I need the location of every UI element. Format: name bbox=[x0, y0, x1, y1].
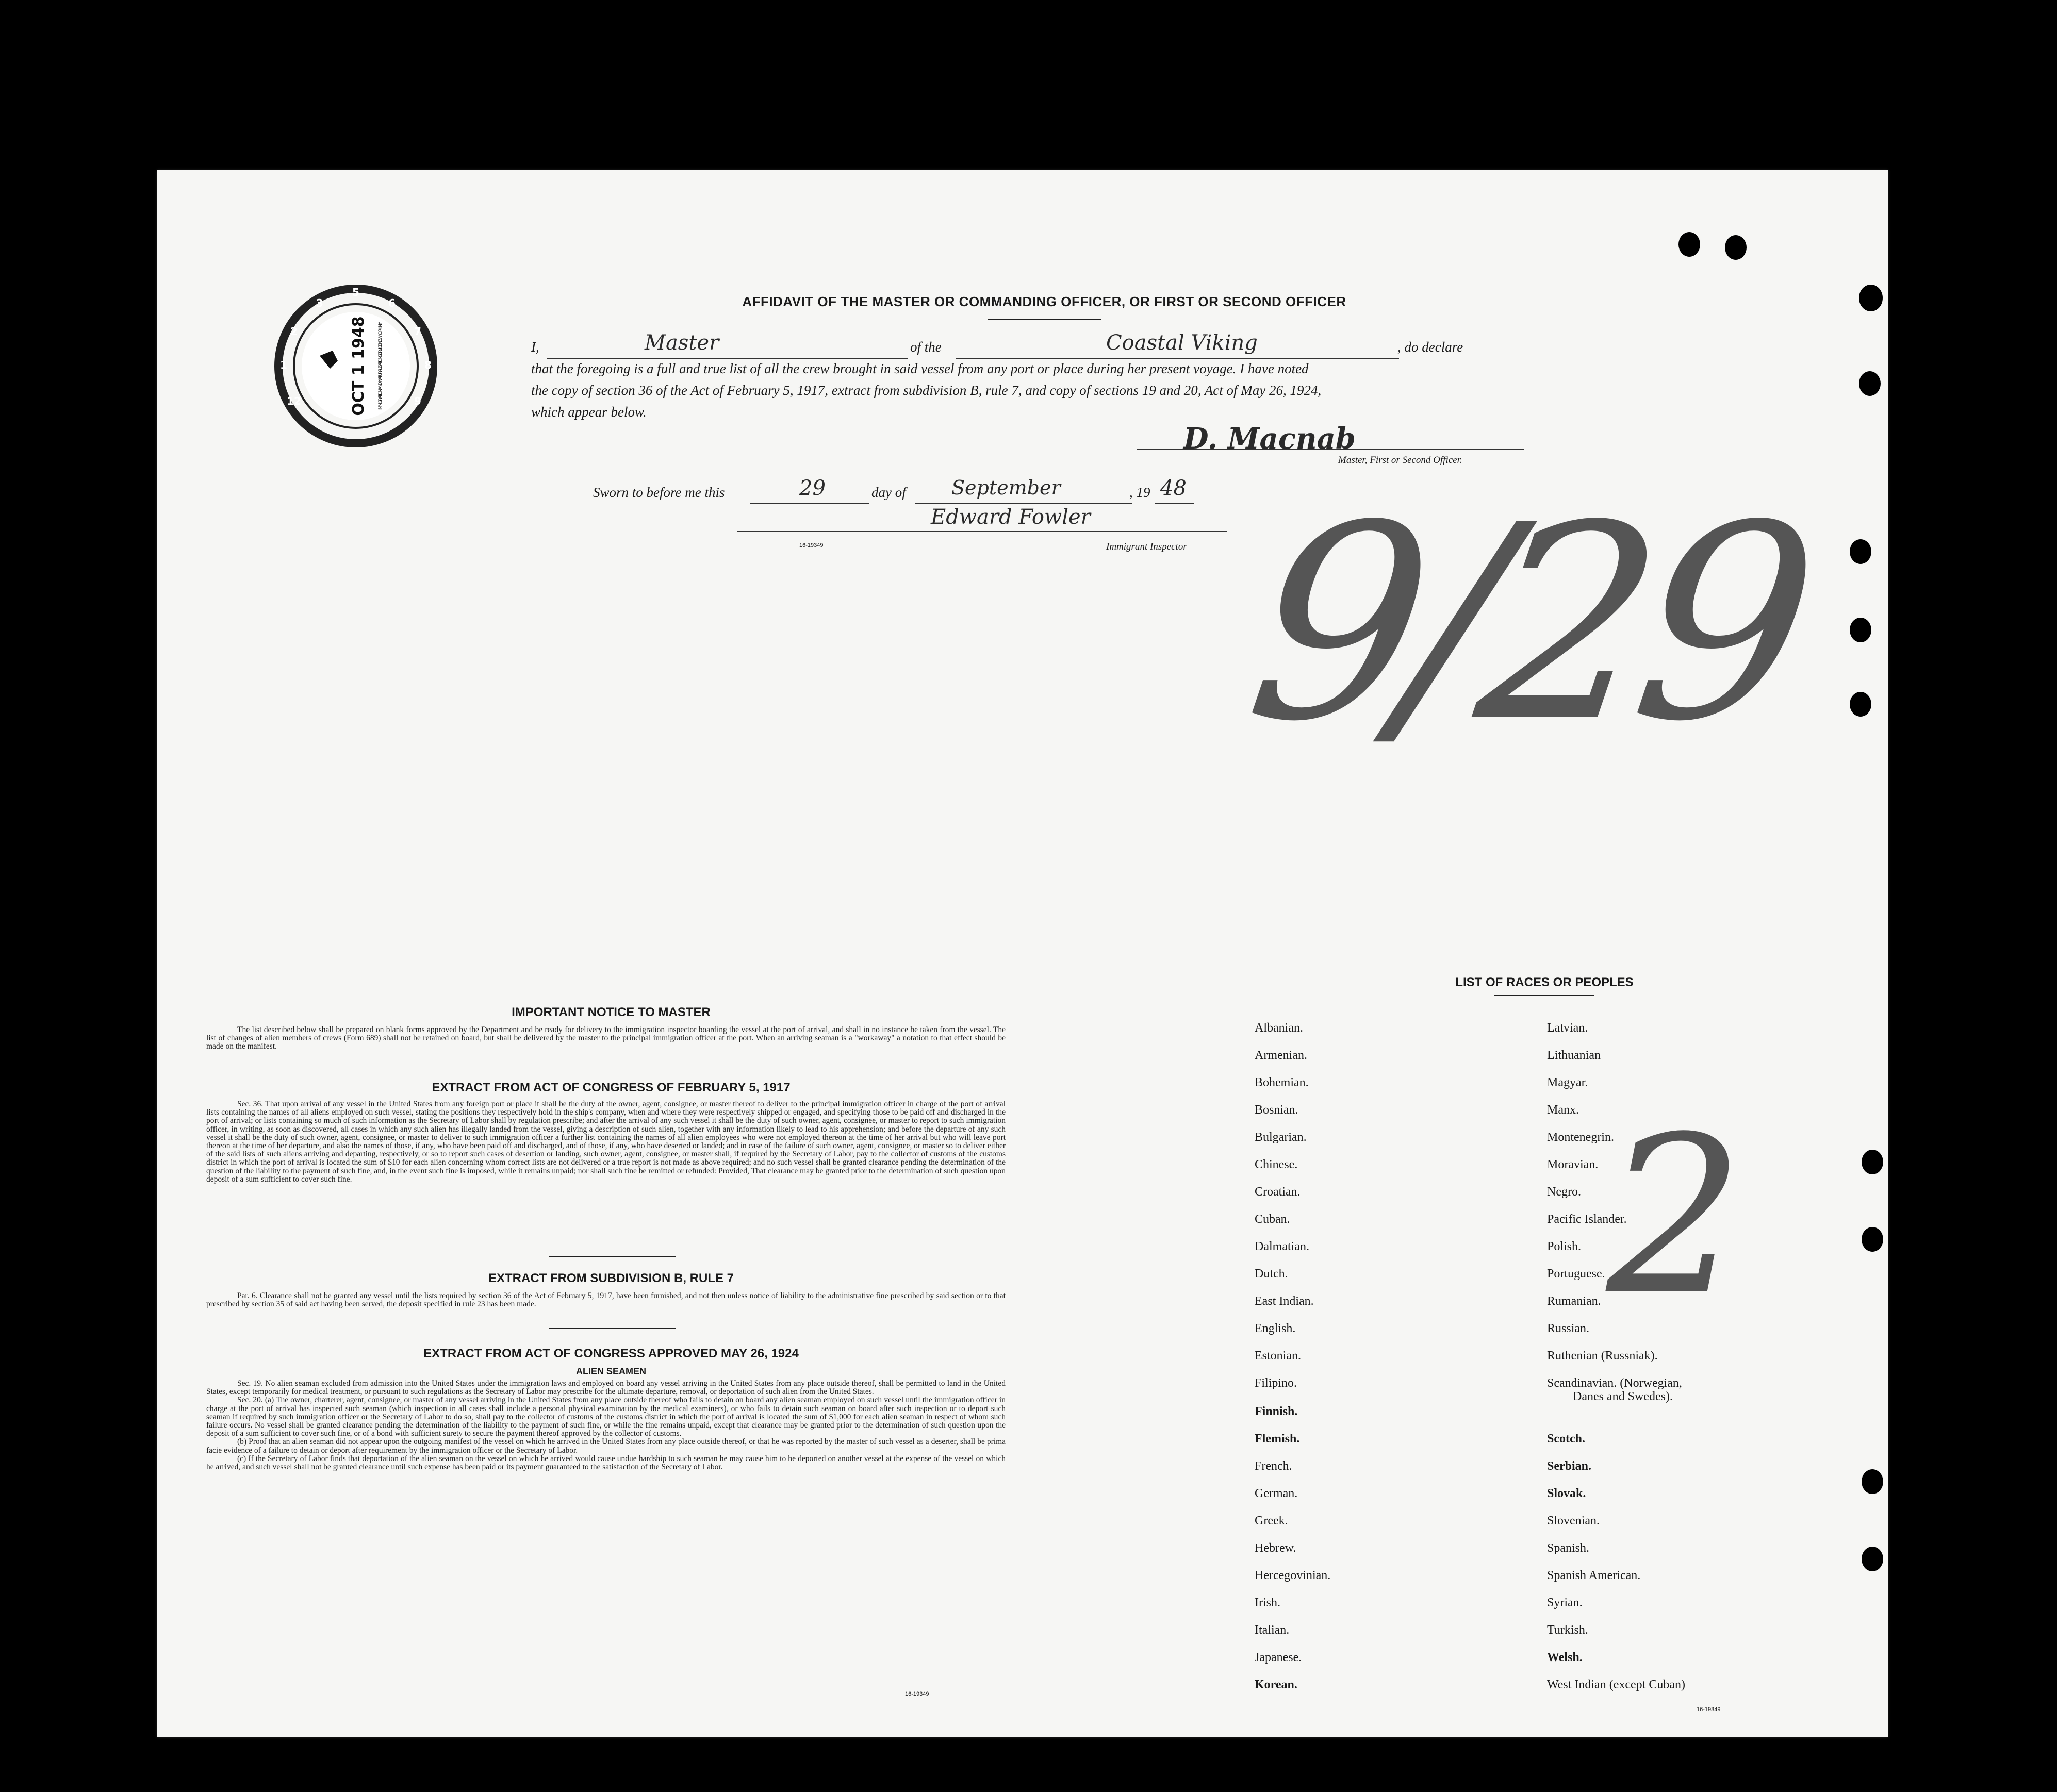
year-prefix-label: , 19 bbox=[1129, 485, 1150, 500]
notice-form-number: 16-19349 bbox=[905, 1691, 929, 1697]
affidavit-line-4: which appear below. bbox=[531, 404, 647, 420]
extract-1917-text: Sec. 36. That upon arrival of any vessel in the United States from any foreign port or place it shall be the duty of the owner, agent, consignee, or master thereof to deliver to the principal immigration officer in charge of the port of arrival lists containing the names of all aliens employed on such vessel, stating the positions they respectively hold in the ship's company, when and where they were respectively shipped or engaged, and specifying those to be paid off and discharged in the port of arrival; or lists containing so much of such information as the Secretary of Labor shall by regulation prescribe; and after the arrival of any such vessel it shall be the duty of such owner, agent, consignee, or master to report to such immigration officer, in writing, as soon as discovered, all cases in which any such alien has illegally landed from the vessel, giving a description of such alien, together with any information likely to lead to his apprehension; and before the departure of any such vessel it shall be the duty of such owner, agent, consignee, or master to deliver to such immigration officer a further list containing the names of all alien employees who were not employed thereon at the time of her arrival but who will leave port thereon at the time of her departure, and also the names of those, if any, who have been paid off and discharged, and of those, if any, who have deserted or landed; and in case of the failure of such owner, agent, consignee, or master so to deliver either of the said lists of such aliens arriving and departing, respectively, or so to report such cases of desertion or landing, such owner, agent, consignee, or master shall, if required by the Secretary of Labor, pay to the collector of customs of the customs district in which the port of arrival is located the sum of $10 for each alien concerning whom correct lists are not delivered or a true report is not made as above required; and no such vessel shall be granted clearance pending the determination of the question of the liability to the payment of such fine, and, in the event such fine is imposed, while it remains unpaid; nor shall such fine be remitted or refunded: Provided, That clearance may be granted prior to the determination of such question upon deposit of a sum sufficient to cover such fine. bbox=[206, 1100, 1006, 1184]
race-item: Hercegovinian. bbox=[1255, 1569, 1331, 1582]
punch-hole bbox=[1859, 285, 1883, 311]
race-item: Pacific Islander. bbox=[1547, 1213, 1627, 1226]
races-title-rule bbox=[1494, 995, 1594, 996]
race-item: Slovenian. bbox=[1547, 1514, 1600, 1528]
punch-hole bbox=[1850, 539, 1871, 564]
race-item: Rumanian. bbox=[1547, 1295, 1601, 1308]
race-item: German. bbox=[1255, 1487, 1298, 1500]
section-20a: Sec. 20. (a) The owner, charterer, agent, consignee, or master of any vessel arriving in the United States from any place outside thereof who fails to detain on board any alien seaman employed on such vessel until the immigration officer in charge at the port of arrival has inspected such seaman (which inspection in all cases shall include a personal physical examination by the medical examiners), or who fails to detain such seaman on board after such inspection or to deport such seaman if required by such immigration officer or the Secretary of Labor to do so, shall pay to the collector of customs of the customs district in which the port of arrival is located the sum of $1,000 for each alien seaman in respect of whom such failure occurs. No vessel shall be granted clearance pending the determination of the liability to the payment of such fine, or while the fine remains unpaid, except that clearance may be granted prior to the determination of such question upon the deposit of a sum sufficient to cover such fine, or of a bond with sufficient surety to secure the payment thereof approved by the collector of customs. bbox=[206, 1396, 1006, 1438]
master-name-value: Master bbox=[645, 331, 719, 355]
section-19: Sec. 19. No alien seaman excluded from admission into the United States under the immigration laws and employed on board any vessel arriving in the United States from any place outside thereof, shall be permitted to land in the United States, except temporarily for medical treatment, or pursuant to such regulations as the Secretary of Labor may prescribe for the ultimate departure, removal, or deportation of such alien from the United States. bbox=[206, 1379, 1006, 1397]
divider bbox=[549, 1256, 676, 1257]
svg-text:9: 9 bbox=[414, 395, 421, 407]
race-item: Estonian. bbox=[1255, 1349, 1301, 1363]
race-item: Negro. bbox=[1547, 1185, 1581, 1199]
race-item: English. bbox=[1255, 1322, 1296, 1335]
race-item: Welsh. bbox=[1547, 1651, 1583, 1664]
race-item: Bulgarian. bbox=[1255, 1131, 1307, 1144]
race-item: Korean. bbox=[1255, 1678, 1297, 1691]
sworn-year-value: 48 bbox=[1160, 476, 1187, 500]
received-stamp bbox=[268, 278, 443, 454]
affidavit-line-3: the copy of section 36 of the Act of February 5, 1917, extract from subdivision B, rule 7, and copy of sections 19 and 20, Act of May 26, 1924, bbox=[531, 383, 1322, 398]
extract-1917-title: EXTRACT FROM ACT OF CONGRESS OF FEBRUARY 5, 1917 bbox=[432, 1081, 791, 1094]
handwritten-date: 9/29 bbox=[1233, 468, 1818, 780]
notice-text: The list described below shall be prepared on blank forms approved by the Department and be ready for delivery to the immigration inspector boarding the vessel at the port of arrival, and shall in no instance be taken from the vessel. The list of changes of alien members of crews (Form 689) shall not be retained on board, but shall be delivered by the master to the principal immigration officer at the port. When an arriving seaman is a "workaway" a notation to that effect should be made on the manifest. bbox=[206, 1025, 1006, 1051]
race-item: Bohemian. bbox=[1255, 1076, 1309, 1089]
race-item: Albanian. bbox=[1255, 1021, 1303, 1035]
handwritten-number: 2 bbox=[1606, 1090, 1745, 1342]
affidavit-form-number: 16-19349 bbox=[799, 542, 824, 549]
punch-hole bbox=[1862, 1547, 1883, 1571]
race-item-continued: Danes and Swedes). bbox=[1573, 1390, 1673, 1403]
affidavit-title: AFFIDAVIT OF THE MASTER OR COMMANDING OFFICER, OR FIRST OR SECOND OFFICER bbox=[742, 294, 1346, 309]
race-item: Russian. bbox=[1547, 1322, 1590, 1335]
do-declare-label: , do declare bbox=[1397, 339, 1463, 355]
section-20c: (c) If the Secretary of Labor finds that deportation of the alien seaman on the vessel on which he arrived would cause undue hardship to such seaman he may cause him to be deported on another vessel at the expense of the vessel on which he arrived, and such vessel shall not be granted clearance until such expense has been paid or its payment guaranteed to the satisfaction of the Secretary of Labor. bbox=[206, 1454, 1006, 1472]
race-item: Manx. bbox=[1547, 1103, 1579, 1117]
race-item: East Indian. bbox=[1255, 1295, 1314, 1308]
alien-seamen-subtitle: ALIEN SEAMEN bbox=[575, 1366, 646, 1376]
affidavit-line-2: that the foregoing is a full and true list of all the crew brought in said vessel from any port or place during her present voyage. I have noted bbox=[531, 361, 1309, 376]
race-item: Croatian. bbox=[1255, 1185, 1301, 1199]
race-item: Spanish American. bbox=[1547, 1569, 1641, 1582]
svg-text:1: 1 bbox=[280, 359, 287, 371]
race-item: Scotch. bbox=[1547, 1432, 1585, 1446]
punch-hole bbox=[1862, 1469, 1883, 1494]
notice-title: IMPORTANT NOTICE TO MASTER bbox=[512, 1005, 711, 1019]
extract-rule7-text: Par. 6. Clearance shall not be granted any vessel until the lists required by section 36 of the Act of February 5, 1917, have been furnished, and not then unless notice of liability to the administrative fine prescribed by said section or to that prescribed by section 35 of said act having been served, the deposit specified in rule 23 has been made. bbox=[206, 1291, 1006, 1309]
affidavit-prefix: I, bbox=[531, 339, 539, 355]
day-of-label: day of bbox=[871, 485, 906, 500]
race-item: Dutch. bbox=[1255, 1267, 1288, 1281]
extract-1924-text bbox=[206, 1380, 1006, 1471]
race-item: Serbian. bbox=[1547, 1459, 1592, 1473]
race-item: Finnish. bbox=[1255, 1405, 1298, 1418]
race-item: Filipino. bbox=[1255, 1376, 1297, 1390]
punch-hole bbox=[1862, 1150, 1883, 1174]
master-signature: D. Macnab bbox=[1183, 422, 1356, 456]
race-item: Italian. bbox=[1255, 1623, 1290, 1637]
punch-hole bbox=[1850, 692, 1871, 717]
race-item: Magyar. bbox=[1547, 1076, 1588, 1089]
race-item: Spanish. bbox=[1547, 1541, 1590, 1555]
inspector-signature: Edward Fowler bbox=[931, 505, 1091, 529]
race-item: Ruthenian (Russniak). bbox=[1547, 1349, 1658, 1363]
races-form-number: 16-19349 bbox=[1697, 1706, 1721, 1713]
race-item: Portuguese. bbox=[1547, 1267, 1605, 1281]
race-item: Bosnian. bbox=[1255, 1103, 1298, 1117]
master-name-field bbox=[547, 342, 908, 359]
race-item: French. bbox=[1255, 1459, 1292, 1473]
race-item: Japanese. bbox=[1255, 1651, 1302, 1664]
sworn-month-value: September bbox=[951, 476, 1061, 499]
master-signature-caption: Master, First or Second Officer. bbox=[1338, 455, 1462, 466]
race-item: Moravian. bbox=[1547, 1158, 1599, 1171]
document-page bbox=[157, 170, 1888, 1737]
stamp-date: OCT 1 1948 bbox=[350, 316, 368, 416]
svg-text:8: 8 bbox=[424, 359, 432, 371]
race-item: West Indian (except Cuban) bbox=[1547, 1678, 1685, 1691]
svg-text:2: 2 bbox=[290, 325, 298, 338]
race-item: Montenegrin. bbox=[1547, 1131, 1614, 1144]
race-item: Greek. bbox=[1255, 1514, 1288, 1528]
punch-hole bbox=[1850, 618, 1871, 642]
of-the-label: of the bbox=[910, 339, 942, 355]
race-item: Turkish. bbox=[1547, 1623, 1588, 1637]
race-item: Slovak. bbox=[1547, 1487, 1586, 1500]
extract-rule7-title: EXTRACT FROM SUBDIVISION B, RULE 7 bbox=[488, 1271, 734, 1285]
race-item: Lithuanian bbox=[1547, 1049, 1601, 1062]
race-item: Flemish. bbox=[1255, 1432, 1300, 1446]
extract-1924-title: EXTRACT FROM ACT OF CONGRESS APPROVED MAY 26, 1924 bbox=[423, 1347, 799, 1360]
punch-hole bbox=[1725, 235, 1747, 260]
inspector-signature-line bbox=[737, 531, 1227, 532]
race-item: Cuban. bbox=[1255, 1213, 1290, 1226]
race-item: Polish. bbox=[1547, 1240, 1582, 1253]
race-item: Syrian. bbox=[1547, 1596, 1583, 1610]
punch-hole bbox=[1862, 1227, 1883, 1252]
svg-text:12: 12 bbox=[287, 395, 301, 407]
svg-text:7: 7 bbox=[414, 325, 421, 338]
section-20b: (b) Proof that an alien seaman did not appear upon the outgoing manifest of the vessel on which he arrived in the United States from any place outside thereof, or that he was reported by the master of such vessel as a deserter, shall be prima facie evidence of a failure to detain or deport after requirement by the immigration officer or the Secretary of Labor. bbox=[206, 1437, 1006, 1455]
punch-hole bbox=[1859, 371, 1881, 396]
sworn-day-value: 29 bbox=[799, 476, 826, 500]
race-item: Chinese. bbox=[1255, 1158, 1298, 1171]
race-item: Scandinavian. (Norwegian, bbox=[1547, 1376, 1682, 1390]
inspector-caption: Immigrant Inspector bbox=[1106, 541, 1187, 552]
race-item: Irish. bbox=[1255, 1596, 1280, 1610]
divider bbox=[549, 1328, 676, 1329]
vessel-name-value: Coastal Viking bbox=[1106, 331, 1258, 355]
sworn-label: Sworn to before me this bbox=[593, 485, 725, 500]
svg-text:6: 6 bbox=[388, 297, 396, 309]
race-item: Dalmatian. bbox=[1255, 1240, 1309, 1253]
races-title: LIST OF RACES OR PEOPLES bbox=[1455, 975, 1634, 989]
svg-text:3: 3 bbox=[316, 297, 323, 309]
punch-hole bbox=[1678, 232, 1700, 257]
stamp-agency: IMMIGRATION AND NATURALIZATION SERVICE NEW YORK N.Y. bbox=[378, 322, 383, 410]
race-item: Latvian. bbox=[1547, 1021, 1588, 1035]
race-item: Hebrew. bbox=[1255, 1541, 1296, 1555]
title-rule bbox=[988, 319, 1101, 320]
svg-text:5: 5 bbox=[352, 286, 359, 298]
race-item: Armenian. bbox=[1255, 1049, 1307, 1062]
